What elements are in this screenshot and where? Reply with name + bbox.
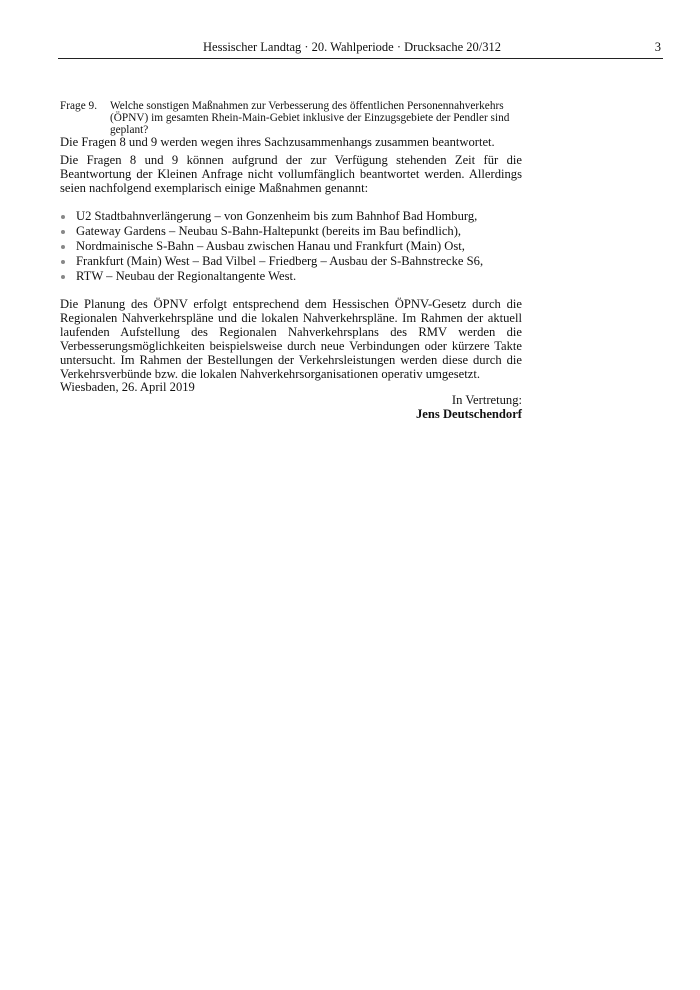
page-header bbox=[58, 40, 663, 59]
signature-block bbox=[416, 393, 522, 421]
question-text: Welche sonstigen Maßnahmen zur Verbesserung des öffentlichen Personennahverkehrs (ÖPNV) im gesamten Rhein-Main-Gebiet inklusive der Einzugsgebiete der Pendler sind geplant? bbox=[110, 100, 510, 136]
measure-text: Nordmainische S-Bahn – Ausbau zwischen Hanau und Frankfurt (Main) Ost, bbox=[76, 239, 465, 253]
bullet-icon bbox=[61, 275, 65, 279]
list-item bbox=[60, 269, 522, 284]
page-number: 3 bbox=[654, 40, 661, 54]
list-item bbox=[60, 209, 522, 224]
signer-name: Jens Deutschendorf bbox=[416, 407, 522, 421]
measure-text: RTW – Neubau der Regionaltangente West. bbox=[76, 269, 297, 283]
list-item bbox=[60, 254, 522, 269]
question-block bbox=[60, 100, 530, 136]
running-title: Hessischer Landtag · 20. Wahlperiode · Drucksache 20/312 bbox=[203, 40, 501, 54]
bullet-icon bbox=[61, 230, 65, 234]
answer-closing: Die Planung des ÖPNV erfolgt entsprechend dem Hessischen ÖPNV-Gesetz durch die Regionalen Nahverkehrspläne und die lokalen Nahverkehrspläne. Im Rahmen der aktuell laufenden Aufstellung des Regionalen Nahverkehrsplans des RMV werden die Verbesserungsmöglichkeiten beispielsweise durch neue Verbindungen oder kürzere Takte untersucht. Im Rahmen der Bestellungen der Verkehrsleistungen werden diese durch die Verkehrsverbünde bzw. die lokalen Nahverkehrsorganisationen operativ umgesetzt. bbox=[60, 297, 522, 381]
question-label: Frage 9. bbox=[60, 100, 98, 112]
answer-intro: Die Fragen 8 und 9 werden wegen ihres Sachzusammenhangs zusammen beantwortet. bbox=[60, 135, 495, 149]
answer-body bbox=[60, 135, 522, 381]
list-item bbox=[60, 224, 522, 239]
bullet-icon bbox=[61, 260, 65, 264]
measure-text: Frankfurt (Main) West – Bad Vilbel – Friedberg – Ausbau der S-Bahnstrecke S6, bbox=[76, 254, 484, 268]
deputy-label: In Vertretung: bbox=[451, 393, 522, 407]
measures-list bbox=[60, 209, 522, 284]
bullet-icon bbox=[61, 245, 65, 249]
answer-lead: Die Fragen 8 und 9 können aufgrund der zur Verfügung stehenden Zeit für die Beantwortung der Kleinen Anfrage nicht vollumfänglich beantwortet werden. Allerdings seien nachfolgend exemplarisch einige Maßnahmen genannt: bbox=[60, 153, 522, 195]
place-date: Wiesbaden, 26. April 2019 bbox=[60, 380, 195, 394]
measure-text: Gateway Gardens – Neubau S-Bahn-Haltepunkt (bereits im Bau befindlich), bbox=[76, 224, 462, 238]
measure-text: U2 Stadtbahnverlängerung – von Gonzenheim bis zum Bahnhof Bad Homburg, bbox=[76, 209, 478, 223]
bullet-icon bbox=[61, 215, 65, 219]
list-item bbox=[60, 239, 522, 254]
